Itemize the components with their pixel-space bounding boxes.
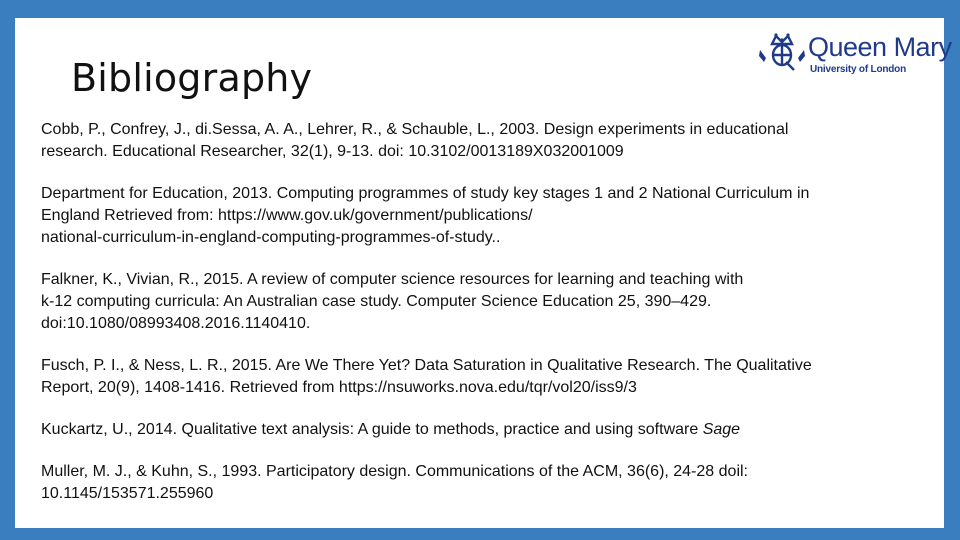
reference-item	[41, 119, 921, 163]
slide	[15, 18, 952, 528]
reference-item	[41, 269, 921, 335]
crown-crest-icon	[758, 30, 806, 74]
reference-text: Cobb, P., Confrey, J., di.Sessa, A. A., Lehrer, R., & Schauble, L., 2003. Design experiments in educational research. Educational Researcher, 32(1), 9-13. doi: 10.3102/0013189X032001009	[41, 121, 789, 160]
page-title: Bibliography	[71, 56, 313, 100]
reference-text: Fusch, P. I., & Ness, L. R., 2015. Are We There Yet? Data Saturation in Qualitative Research. The Qualitative Report, 20(9), 1408-1416. Retrieved from https://nsuworks.nova.edu/tqr/vol20/iss9/3	[41, 357, 812, 396]
reference-publisher: Sage	[702, 421, 741, 438]
reference-item	[41, 419, 921, 441]
reference-item	[41, 461, 921, 505]
reference-text: Department for Education, 2013. Computing programmes of study key stages 1 and 2 National Curriculum in England Retrieved from: https://www.gov.uk/government/publications/ national-curriculum-in-england-computing-programmes-of-study..	[41, 185, 810, 246]
university-logo	[758, 26, 952, 80]
reference-text: Kuckartz, U., 2014. Qualitative text analysis: A guide to methods, practice and using software	[41, 421, 703, 438]
reference-item	[41, 355, 921, 399]
reference-item	[41, 183, 921, 249]
logo-name: Queen Mary	[808, 32, 952, 62]
logo-subtitle: University of London	[810, 64, 907, 75]
reference-text: Muller, M. J., & Kuhn, S., 1993. Participatory design. Communications of the ACM, 36(6), 24-28 doil: 10.1145/153571.255960	[41, 463, 748, 502]
reference-list	[41, 119, 921, 505]
reference-text: Falkner, K., Vivian, R., 2015. A review of computer science resources for learning and teaching with k-12 computing curricula: An Australian case study. Computer Science Education 25, 390–429. doi:10.1080/08993408.2016.1140410.	[41, 271, 744, 332]
